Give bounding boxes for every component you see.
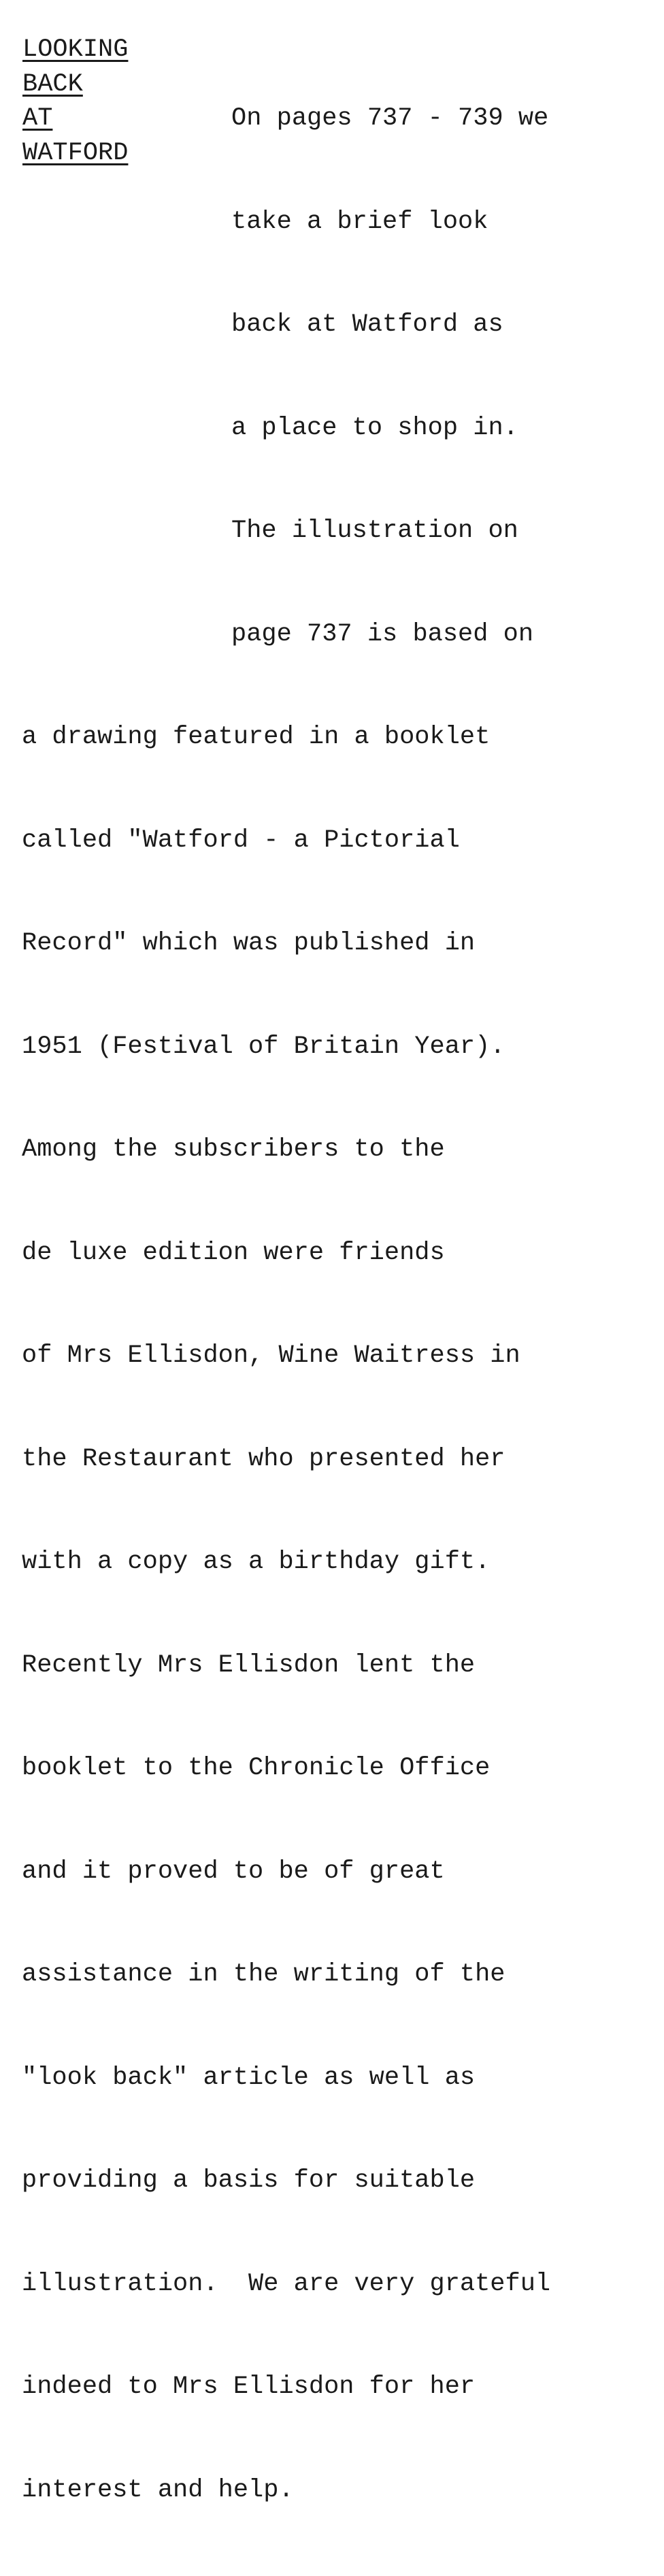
body-line: The illustration on xyxy=(231,517,518,545)
body-line: On pages 737 - 739 we xyxy=(231,104,549,133)
body-line: a place to shop in. xyxy=(231,413,518,442)
body-line: take a brief look xyxy=(231,207,488,236)
body-line: indeed to Mrs Ellisdon for her xyxy=(22,2373,476,2401)
body-line: booklet to the Chronicle Office xyxy=(22,1754,491,1782)
heading-line: WATFORD xyxy=(22,138,129,167)
body-line: "look back" article as well as xyxy=(22,2063,476,2092)
body-line: with a copy as a birthday gift. xyxy=(22,1548,491,1576)
heading-line: AT xyxy=(22,104,53,133)
heading-line: LOOKING xyxy=(22,35,129,64)
body-line: Among the subscribers to the xyxy=(22,1135,445,1164)
body-line: providing a basis for suitable xyxy=(22,2166,476,2195)
body-line: de luxe edition were friends xyxy=(22,1238,445,1267)
body-line: page 737 is based on xyxy=(231,619,534,649)
body-line: Record" which was published in xyxy=(22,929,476,958)
body-line: interest and help. xyxy=(22,2475,294,2505)
body-line: Recently Mrs Ellisdon lent the xyxy=(22,1650,476,1680)
heading-line: BACK xyxy=(22,69,83,99)
body-line: illustration. We are very grateful xyxy=(22,2269,551,2298)
body-line: 1951 (Festival of Britain Year). xyxy=(22,1032,505,1061)
body-line: and it proved to be of great xyxy=(22,1857,445,1886)
body-line: the Restaurant who presented her xyxy=(22,1444,505,1473)
body-line: assistance in the writing of the xyxy=(22,1960,505,1989)
body-line: back at Watford as xyxy=(231,310,503,339)
body-line: of Mrs Ellisdon, Wine Waitress in xyxy=(22,1341,520,1370)
article-body xyxy=(22,33,550,2576)
body-line: called "Watford - a Pictorial xyxy=(22,826,460,855)
body-line: a drawing featured in a booklet xyxy=(22,723,491,751)
